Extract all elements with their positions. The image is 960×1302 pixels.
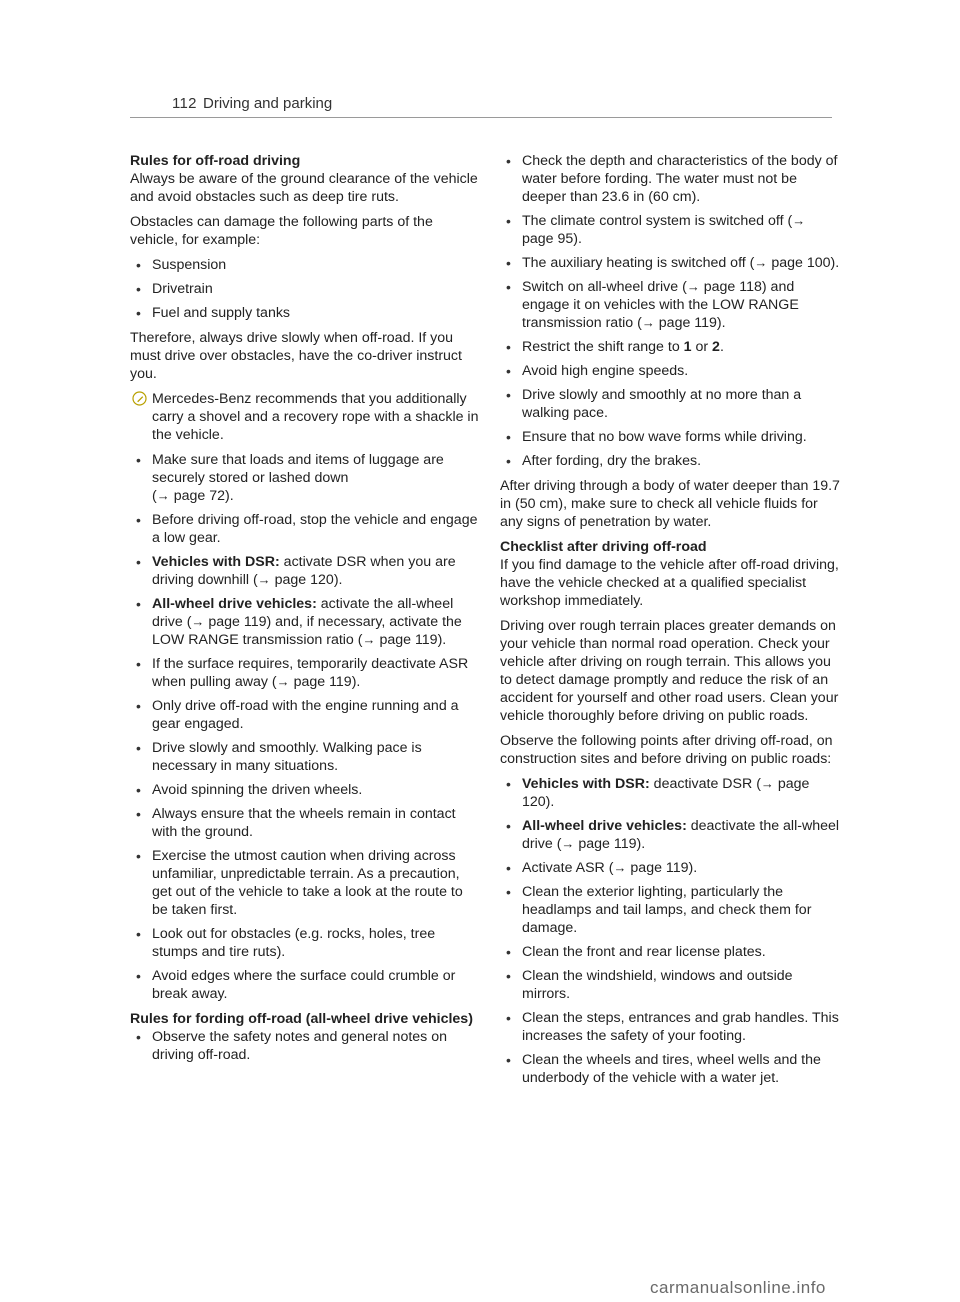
list-item: • Activate ASR (→ page 119). (500, 859, 840, 877)
page-reference[interactable]: page 95 (522, 231, 574, 247)
paragraph: Always be aware of the ground clearance of the vehicle and avoid obstacles such as deep tire ruts. (130, 171, 478, 205)
fording-list-continued (500, 152, 840, 470)
info-note-icon (132, 391, 147, 406)
paragraph: Therefore, always drive slowly when off-road. If you must drive over obstacles, have the co-driver instruct you. (130, 330, 462, 382)
fording-heading: Rules for fording off-road (all-wheel drive vehicles) (130, 1011, 473, 1027)
paragraph: Driving over rough terrain places greater demands on your vehicle than normal road operation. Check your vehicle after driving on rough terrain. This allows you to detect damage promptly and reduce the risk of an accident for yourself and other road users. Clean your vehicle thoroughly before driving on public roads. (500, 618, 839, 724)
page-reference[interactable]: page 119 (293, 674, 352, 690)
page-number: 112 (172, 95, 197, 112)
fording-list (130, 1028, 480, 1064)
list-item: • Clean the wheels and tires, wheel wells and the underbody of the vehicle with a water jet. (500, 1051, 840, 1087)
instruction-list (130, 451, 480, 1003)
left-column (130, 152, 480, 1071)
list-item: • Drive slowly and smoothly. Walking pace is necessary in many situations. (130, 739, 480, 775)
paragraph: After driving through a body of water deeper than 19.7 in (50 cm), make sure to check all vehicle fluids for any signs of penetration by water. (500, 478, 840, 530)
list-item: • Make sure that loads and items of luggage are securely stored or lashed down (→ page 72). (130, 451, 480, 505)
list-item: • Avoid spinning the driven wheels. (130, 781, 480, 799)
list-item: • Vehicles with DSR: activate DSR when you are driving downhill (→ page 120). (130, 553, 480, 589)
page-reference[interactable]: page 119 (630, 860, 689, 876)
page-reference[interactable]: page 119 (208, 614, 267, 630)
list-item: • Exercise the utmost caution when driving across unfamiliar, unpredictable terrain. As a precaution, get out of the vehicle to take a look at the route to be taken first. (130, 847, 480, 919)
list-item: • Clean the exterior lighting, particularly the headlamps and tail lamps, and check them for damage. (500, 883, 840, 937)
arrow-icon: → (156, 488, 170, 503)
arrow-icon: → (641, 315, 655, 330)
list-item: • The climate control system is switched off (→ page 95). (500, 212, 840, 248)
arrow-icon: → (257, 572, 271, 587)
list-item: • Fuel and supply tanks (130, 304, 480, 322)
list-item: • The auxiliary heating is switched off (→ page 100). (500, 254, 840, 272)
list-item: • Clean the windshield, windows and outside mirrors. (500, 967, 840, 1003)
arrow-icon: → (686, 279, 700, 294)
page-reference[interactable]: page 120 (522, 776, 810, 810)
page-header (130, 93, 832, 118)
page-reference[interactable]: page 120 (274, 572, 334, 588)
arrow-icon: → (191, 614, 205, 629)
list-item: • Restrict the shift range to 1 or 2. (500, 338, 840, 356)
list-item: • Ensure that no bow wave forms while driving. (500, 428, 840, 446)
list-item: • Avoid high engine speeds. (500, 362, 840, 380)
arrow-icon: → (276, 674, 290, 689)
list-item: • Before driving off-road, stop the vehicle and engage a low gear. (130, 511, 480, 547)
checklist-heading: Checklist after driving off-road (500, 539, 707, 555)
rules-heading: Rules for off-road driving (130, 153, 301, 169)
list-item: • Clean the front and rear license plates. (500, 943, 840, 961)
arrow-icon: → (362, 632, 376, 647)
arrow-icon: → (760, 776, 774, 791)
list-item: • Always ensure that the wheels remain in contact with the ground. (130, 805, 480, 841)
page-reference[interactable]: page 119 (658, 315, 717, 331)
arrow-icon: → (613, 860, 627, 875)
note (130, 390, 480, 444)
watermark: carmanualsonline.info (650, 1278, 826, 1297)
list-item: • Avoid edges where the surface could crumble or break away. (130, 967, 480, 1003)
list-item: • After fording, dry the brakes. (500, 452, 840, 470)
page-reference[interactable]: page 119 (379, 632, 438, 648)
list-item: • If the surface requires, temporarily deactivate ASR when pulling away (→ page 119). (130, 655, 480, 691)
list-item: • Clean the steps, entrances and grab handles. This increases the safety of your footing. (500, 1009, 840, 1045)
paragraph: Obstacles can damage the following parts of the vehicle, for example: (130, 214, 433, 248)
note-text: Mercedes-Benz recommends that you additionally carry a shovel and a recovery rope with a shackle in the vehicle. (152, 391, 479, 443)
list-item: • Switch on all-wheel drive (→ page 118) and engage it on vehicles with the LOW RANGE transmission ratio (→ page 119). (500, 278, 840, 332)
right-column (500, 152, 840, 1094)
list-item: • Suspension (130, 256, 480, 274)
section-title: Driving and parking (203, 95, 333, 112)
list-item: • Check the depth and characteristics of the body of water before fording. The water must not be deeper than 23.6 in (60 cm). (500, 152, 840, 206)
list-item: • All-wheel drive vehicles: deactivate the all-wheel drive (→ page 119). (500, 817, 840, 853)
list-item: • Observe the safety notes and general notes on driving off-road. (130, 1028, 480, 1064)
parts-list (130, 256, 480, 322)
paragraph: Observe the following points after driving off-road, on construction sites and before driving on public roads: (500, 733, 833, 767)
arrow-icon: → (792, 213, 806, 228)
list-item: • Drive slowly and smoothly at no more than a walking pace. (500, 386, 840, 422)
arrow-icon: → (754, 255, 768, 270)
paragraph: If you find damage to the vehicle after off-road driving, have the vehicle checked at a qualified specialist workshop immediately. (500, 557, 839, 609)
page-reference[interactable]: page 100 (771, 255, 831, 271)
list-item: • Only drive off-road with the engine running and a gear engaged. (130, 697, 480, 733)
arrow-icon: → (561, 836, 575, 851)
page-reference[interactable]: page 118 (703, 279, 762, 295)
checklist (500, 775, 840, 1087)
page-reference[interactable]: page 72 (173, 488, 225, 504)
list-item: • Drivetrain (130, 280, 480, 298)
list-item: • Vehicles with DSR: deactivate DSR (→ page 120). (500, 775, 840, 811)
page-reference[interactable]: page 119 (578, 836, 637, 852)
list-item: • Look out for obstacles (e.g. rocks, holes, tree stumps and tire ruts). (130, 925, 480, 961)
list-item: • All-wheel drive vehicles: activate the all-wheel drive (→ page 119) and, if necessary, activate the LOW RANGE transmission ratio (→ page 119). (130, 595, 480, 649)
